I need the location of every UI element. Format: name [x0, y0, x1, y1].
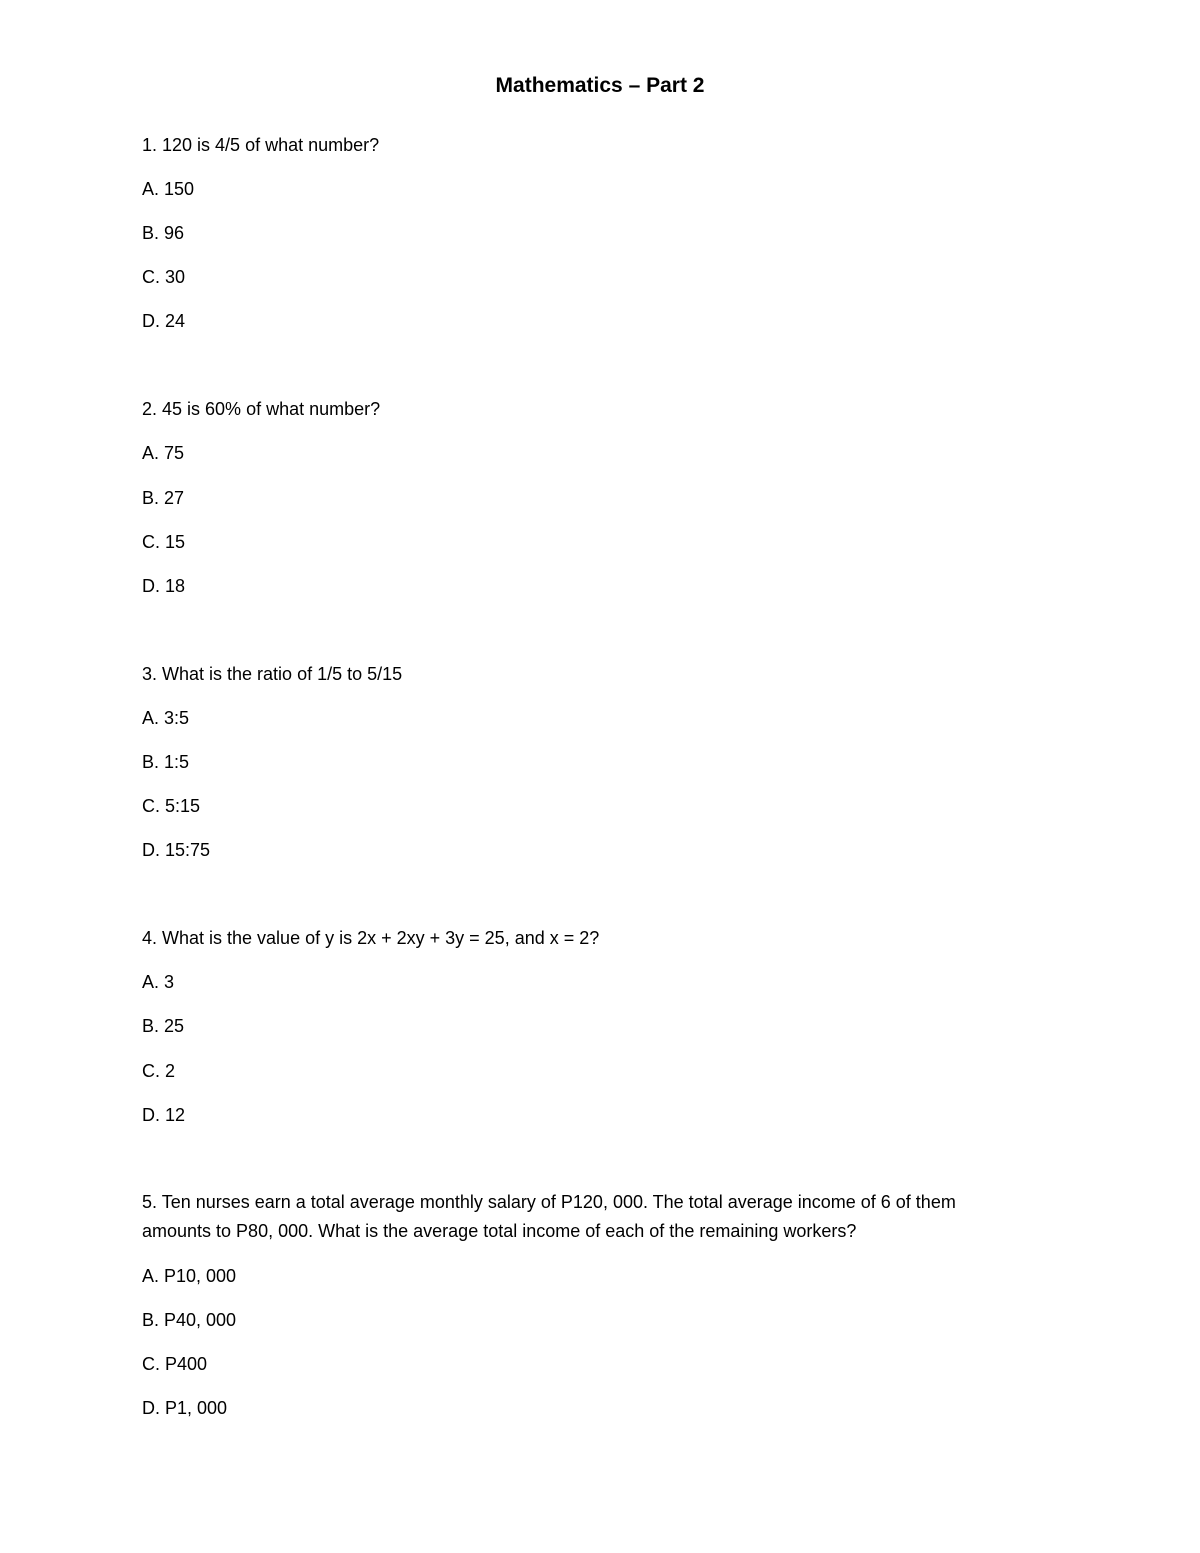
question-4-option-b: B. 25 [142, 1016, 185, 1036]
question-5-option-a: A. P10, 000 [142, 1266, 237, 1286]
question-1-option-a: A. 150 [142, 179, 195, 199]
question-5-option-c: C. P400 [142, 1354, 208, 1374]
question-4-option-a: A. 3 [142, 972, 175, 992]
question-3-option-c: C. 5:15 [142, 796, 201, 816]
question-3-prompt: 3. What is the ratio of 1/5 to 5/15 [142, 664, 403, 684]
question-4-option-c: C. 2 [142, 1061, 176, 1081]
question-5-prompt-line-2: amounts to P80, 000. What is the average total income of each of the remaining workers? [142, 1221, 857, 1241]
question-2-option-a: A. 75 [142, 443, 185, 463]
question-1-option-d: D. 24 [142, 311, 186, 331]
question-5-option-b: B. P40, 000 [142, 1310, 237, 1330]
question-3-option-b: B. 1:5 [142, 752, 190, 772]
question-4-prompt: 4. What is the value of y is 2x + 2xy + 3y = 25, and x = 2? [142, 928, 600, 948]
question-1-option-b: B. 96 [142, 223, 185, 243]
question-5-prompt-line-1: 5. Ten nurses earn a total average monthly salary of P120, 000. The total average income of 6 of them [142, 1192, 956, 1212]
question-2-option-c: C. 15 [142, 532, 186, 552]
question-2-option-d: D. 18 [142, 576, 186, 596]
question-2-prompt: 2. 45 is 60% of what number? [142, 399, 381, 419]
question-4-option-d: D. 12 [142, 1105, 186, 1125]
page-title: Mathematics – Part 2 [495, 74, 705, 97]
question-2-option-b: B. 27 [142, 488, 185, 508]
question-1-prompt: 1. 120 is 4/5 of what number? [142, 135, 380, 155]
question-5-option-d: D. P1, 000 [142, 1398, 228, 1418]
question-3-option-a: A. 3:5 [142, 708, 190, 728]
question-3-option-d: D. 15:75 [142, 840, 211, 860]
question-1-option-c: C. 30 [142, 267, 186, 287]
